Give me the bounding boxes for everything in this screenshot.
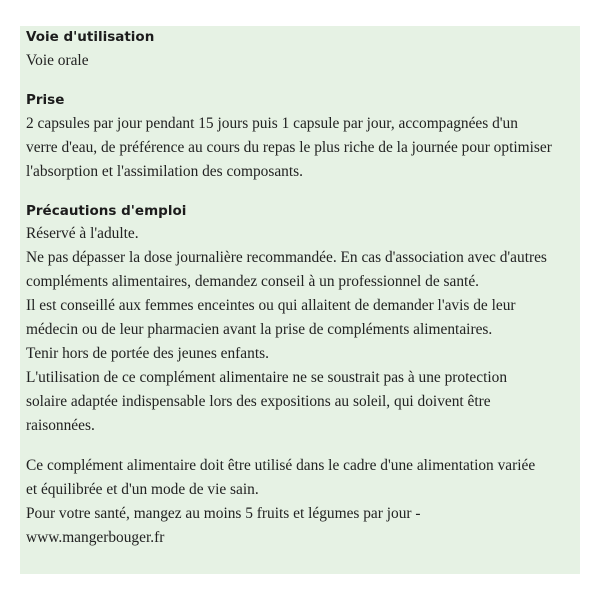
precautions-text-line: L'utilisation de ce complément alimentaire ne se soustrait pas à une protection [26,369,508,386]
precautions-text-line: compléments alimentaires, demandez conseil à un professionnel de santé. [26,273,480,290]
precautions-section [26,202,572,438]
dosage-text-line: verre d'eau, de préférence au cours du repas le plus riche de la journée pour optimiser [26,139,552,156]
precautions-text-line: Tenir hors de portée des jeunes enfants. [26,345,269,362]
dosage-section [26,91,572,184]
usage-section [26,26,572,73]
precautions-text-line: raisonnées. [26,417,95,434]
precautions-heading: Précautions d'emploi [26,203,187,219]
dosage-heading: Prise [26,92,65,108]
precautions-text-line: Il est conseillé aux femmes enceintes ou qui allaitent de demander l'avis de leur [26,297,516,314]
usage-text: Voie orale [26,52,89,69]
footer-text-line: Pour votre santé, mangez au moins 5 fruits et légumes par jour - [26,505,421,522]
dosage-text-line: 2 capsules par jour pendant 15 jours puis 1 capsule par jour, accompagnées d'un [26,115,518,132]
product-info-panel [20,26,580,574]
precautions-text-line: Ne pas dépasser la dose journalière recommandée. En cas d'association avec d'autres [26,249,547,266]
dosage-text-line: l'absorption et l'assimilation des composants. [26,163,303,180]
precautions-text-line: solaire adaptée indispensable lors des expositions au soleil, qui doivent être [26,393,491,410]
footer-website-text: www.mangerbouger.fr [26,529,165,546]
footer-text-line: Ce complément alimentaire doit être utilisé dans le cadre d'une alimentation variée [26,457,536,474]
footer-notice-section [26,454,572,550]
precautions-text-line: Réservé à l'adulte. [26,225,139,242]
footer-text-line: et équilibrée et d'un mode de vie sain. [26,481,259,498]
precautions-text-line: médecin ou de leur pharmacien avant la prise de compléments alimentaires. [26,321,493,338]
usage-heading: Voie d'utilisation [26,29,155,45]
